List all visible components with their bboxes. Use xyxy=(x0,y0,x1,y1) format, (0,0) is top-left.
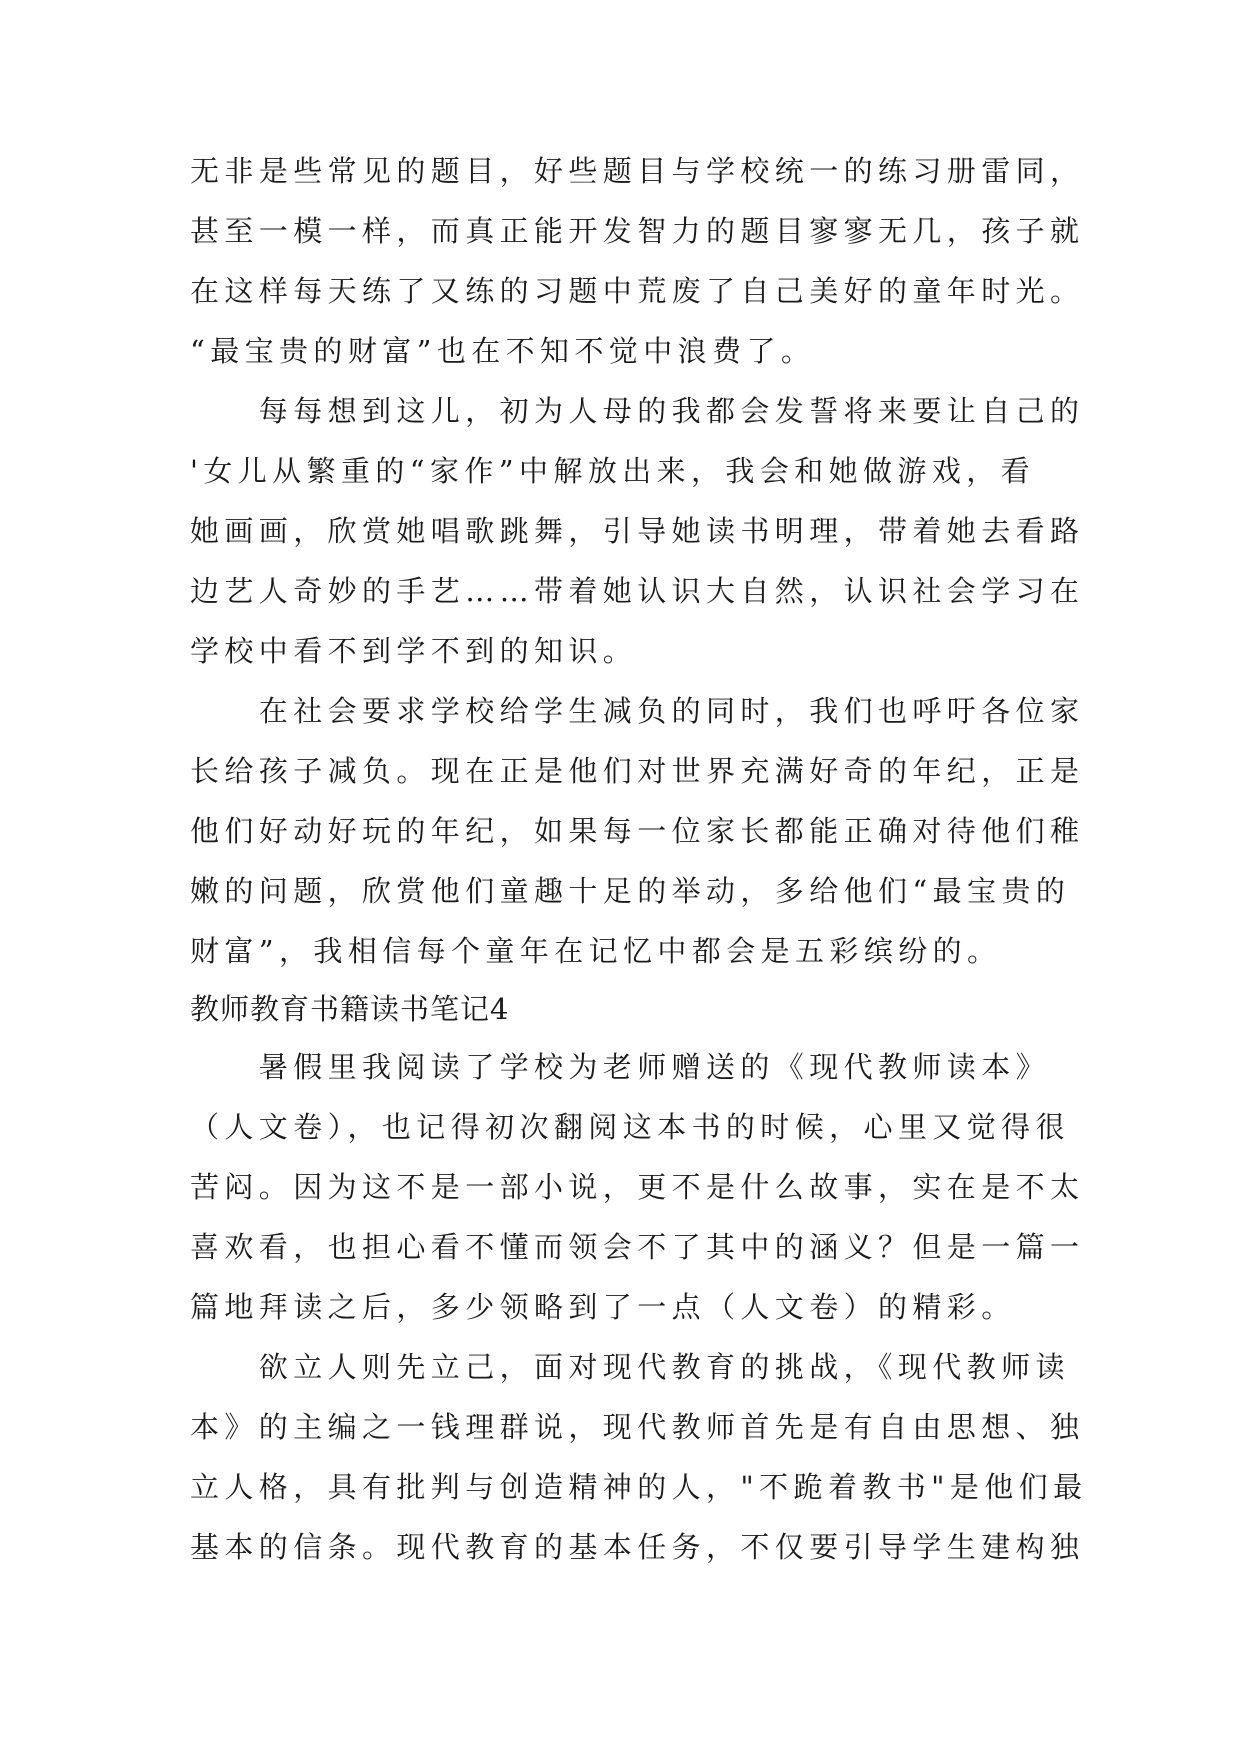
text-line: 嫩的问题，欣赏他们童趣十足的举动，多给他们“最宝贵的 xyxy=(190,874,1071,908)
text-line: 在社会要求学校给学生减负的同时，我们也呼吁各位家 xyxy=(190,694,1085,728)
text-line: 长给孩子减负。现在正是他们对世界充满好奇的年纪，正是 xyxy=(190,754,1085,788)
text-line: 他们好动好玩的年纪，如果每一位家长都能正确对待他们稚 xyxy=(190,814,1085,848)
section-heading: 教师教育书籍读书笔记4 xyxy=(190,992,510,1026)
text-line: “最宝贵的财富”也在不知不觉中浪费了。 xyxy=(190,334,816,368)
text-line: 基本的信条。现代教育的基本任务，不仅要引导学生建构独 xyxy=(190,1530,1085,1564)
text-line: 甚至一模一样，而真正能开发智力的题目寥寥无几，孩子就 xyxy=(190,214,1085,248)
text-line: 学校中看不到学不到的知识。 xyxy=(190,634,638,668)
text-line: 暑假里我阅读了学校为老师赠送的《现代教师读本》 xyxy=(190,1050,1051,1084)
text-line: （人文卷），也记得初次翻阅这本书的时候，心里又觉得很 xyxy=(190,1110,1070,1144)
text-line: 欲立人则先立己，面对现代教育的挑战，《现代教师读 xyxy=(190,1350,1070,1384)
text-line: 篇地拜读之后，多少领略到了一点（人文卷）的精彩。 xyxy=(190,1290,1016,1324)
text-line: 财富”，我相信每个童年在记忆中都会是五彩缤纷的。 xyxy=(190,934,1002,968)
text-line: 在这样每天练了又练的习题中荒废了自己美好的童年时光。 xyxy=(190,274,1085,308)
text-line: 无非是些常见的题目，好些题目与学校统一的练习册雷同， xyxy=(190,154,1085,188)
text-line: 她画画，欣赏她唱歌跳舞，引导她读书明理，带着她去看路 xyxy=(190,514,1085,548)
text-line: 立人格，具有批判与创造精神的人，"不跪着教书"是他们最 xyxy=(190,1470,1088,1504)
text-line: 本》的主编之一钱理群说，现代教师首先是有自由思想、独 xyxy=(190,1410,1085,1444)
text-line: 喜欢看，也担心看不懂而领会不了其中的涵义？但是一篇一 xyxy=(190,1230,1085,1264)
text-line: '女儿从繁重的“家作”中解放出来，我会和她做游戏，看 xyxy=(190,454,1036,488)
text-line: 边艺人奇妙的手艺……带着她认识大自然，认识社会学习在 xyxy=(190,574,1085,608)
text-line: 每每想到这儿，初为人母的我都会发誓将来要让自己的 xyxy=(190,394,1085,428)
text-line: 苦闷。因为这不是一部小说，更不是什么故事，实在是不太 xyxy=(190,1170,1085,1204)
